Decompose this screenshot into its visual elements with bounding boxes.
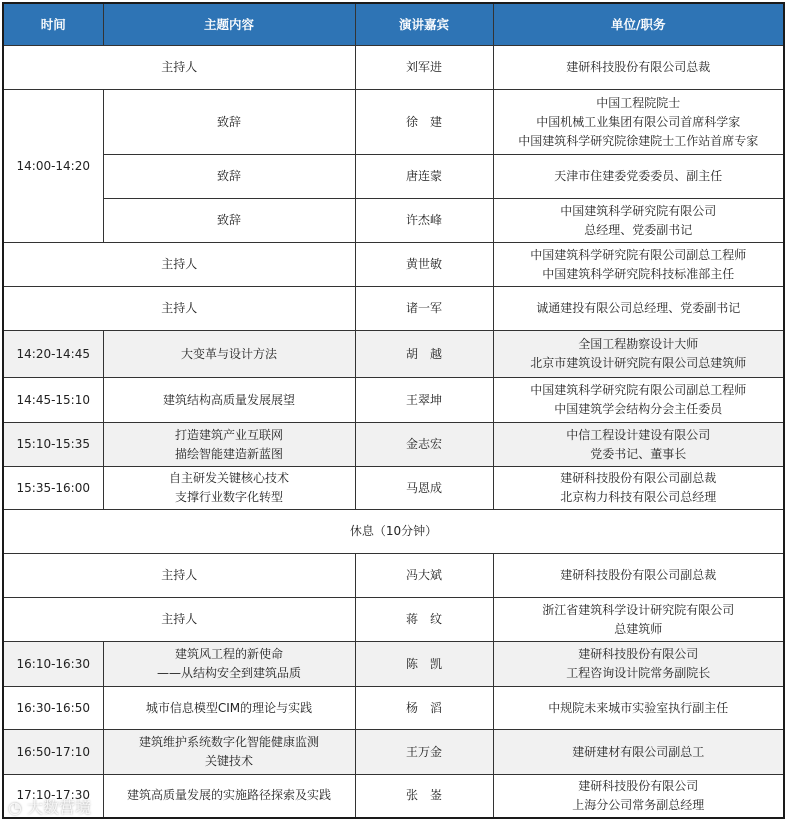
- org-cell: [493, 331, 784, 378]
- topic-cell: [103, 423, 355, 467]
- host-label: 主持人: [3, 287, 355, 331]
- org-cell: [493, 423, 784, 467]
- org-line: 中国建筑科学研究院科技标准部主任: [542, 266, 735, 281]
- speaker-name: 唐连蒙: [355, 155, 493, 199]
- table-row: [3, 155, 784, 199]
- table-row: [3, 90, 784, 155]
- speaker-name: 马恩成: [355, 467, 493, 510]
- speaker-name: 许杰峰: [355, 199, 493, 243]
- host-label: 主持人: [3, 554, 355, 598]
- header-topic: 主题内容: [103, 3, 355, 46]
- topic-line: 描绘智能建造新蓝图: [174, 446, 283, 461]
- org-line: 建研建材有限公司副总工: [572, 744, 705, 759]
- org-cell: [493, 598, 784, 642]
- org-cell: [493, 642, 784, 687]
- org-cell: [493, 554, 784, 598]
- org-line: 工程咨询设计院常务副院长: [566, 666, 711, 680]
- time-cell: 15:35-16:00: [3, 467, 103, 510]
- org-cell: [493, 687, 784, 730]
- org-line: 建研科技股份有限公司总裁: [566, 60, 711, 74]
- org-cell: [493, 199, 784, 243]
- topic-line: 城市信息模型CIM的理论与实践: [145, 700, 313, 715]
- header-org: 单位/职务: [493, 3, 784, 46]
- speaker-name: 胡 越: [355, 331, 493, 378]
- org-cell: [493, 243, 784, 287]
- topic-cell: [103, 90, 355, 155]
- time-cell: 14:45-15:10: [3, 378, 103, 423]
- org-cell: [493, 775, 784, 818]
- org-line: 北京市建筑设计研究院有限公司总建筑师: [530, 356, 747, 370]
- table-row: [3, 642, 784, 687]
- speaker-name: 王翠坤: [355, 378, 493, 423]
- org-cell: [493, 730, 784, 775]
- org-line: 中国建筑科学研究院有限公司副总工程师: [530, 247, 747, 262]
- topic-line: 建筑高质量发展的实施路径探索及实践: [126, 788, 331, 803]
- org-line: 中国建筑科学研究院有限公司副总工程师: [530, 383, 747, 397]
- topic-line: 自主研发关键核心技术: [168, 471, 289, 485]
- topic-line: 大变革与设计方法: [180, 346, 277, 361]
- header-time: 时间: [3, 3, 103, 46]
- org-line: 总建筑师: [614, 621, 663, 636]
- org-line: 建研科技股份有限公司: [578, 647, 699, 661]
- org-cell: [493, 46, 784, 90]
- table-row: [3, 730, 784, 775]
- topic-cell: [103, 467, 355, 510]
- table-row: [3, 775, 784, 818]
- time-cell: 14:20-14:45: [3, 331, 103, 378]
- org-line: 上海分公司常务副总经理: [572, 797, 705, 812]
- speaker-name: 冯大斌: [355, 554, 493, 598]
- org-line: 总经理、党委副书记: [584, 222, 693, 237]
- table-row: [3, 243, 784, 287]
- host-label: 主持人: [3, 46, 355, 90]
- table-row: [3, 687, 784, 730]
- org-line: 中国建筑学会结构分会主任委员: [554, 402, 723, 416]
- table-row: [3, 510, 784, 554]
- org-line: 中国建筑科学研究院徐建院士工作站首席专家: [518, 133, 759, 148]
- table-row: [3, 467, 784, 510]
- org-cell: [493, 378, 784, 423]
- topic-line: 致辞: [216, 213, 241, 227]
- topic-cell: [103, 687, 355, 730]
- topic-line: 建筑结构高质量发展展望: [162, 392, 295, 407]
- org-line: 中信工程设计建设有限公司: [566, 427, 711, 442]
- speaker-name: 张 崟: [355, 775, 493, 818]
- org-cell: [493, 287, 784, 331]
- topic-line: 支撑行业数字化转型: [174, 490, 283, 504]
- speaker-name: 陈 凯: [355, 642, 493, 687]
- speaker-name: 徐 建: [355, 90, 493, 155]
- org-line: 中国工程院院士: [596, 95, 681, 110]
- agenda-table: [2, 2, 785, 819]
- org-line: 建研科技股份有限公司: [578, 778, 699, 793]
- topic-cell: [103, 730, 355, 775]
- table-row: [3, 423, 784, 467]
- org-line: 诚通建投有限公司总经理、党委副书记: [536, 301, 741, 315]
- header-row: [3, 3, 784, 46]
- org-cell: [493, 90, 784, 155]
- table-row: [3, 598, 784, 642]
- time-cell: 16:50-17:10: [3, 730, 103, 775]
- speaker-name: 诸一军: [355, 287, 493, 331]
- table-row: [3, 199, 784, 243]
- topic-line: 关键技术: [204, 754, 253, 768]
- topic-cell: [103, 155, 355, 199]
- speaker-name: 刘军进: [355, 46, 493, 90]
- table-row: [3, 287, 784, 331]
- table-row: [3, 331, 784, 378]
- table-row: [3, 554, 784, 598]
- speaker-name: 蒋 纹: [355, 598, 493, 642]
- speaker-name: 杨 滔: [355, 687, 493, 730]
- org-line: 中国机械工业集团有限公司首席科学家: [536, 114, 741, 129]
- topic-line: 打造建筑产业互联网: [174, 427, 283, 442]
- table-row: [3, 378, 784, 423]
- time-cell: 16:10-16:30: [3, 642, 103, 687]
- org-cell: [493, 155, 784, 199]
- org-cell: [493, 467, 784, 510]
- org-line: 北京构力科技有限公司总经理: [560, 490, 717, 504]
- topic-line: 建筑维护系统数字化智能健康监测: [138, 735, 319, 749]
- topic-cell: [103, 378, 355, 423]
- org-line: 全国工程勘察设计大师: [578, 337, 699, 351]
- host-label: 主持人: [3, 598, 355, 642]
- time-cell: 14:00-14:20: [3, 90, 103, 243]
- header-speaker: 演讲嘉宾: [355, 3, 493, 46]
- watermark: ◔ 大数营境: [8, 798, 92, 817]
- topic-line: 致辞: [216, 169, 241, 183]
- host-label: 主持人: [3, 243, 355, 287]
- topic-cell: [103, 331, 355, 378]
- org-line: 天津市住建委党委委员、副主任: [554, 169, 723, 183]
- speaker-name: 王万金: [355, 730, 493, 775]
- time-cell: 16:30-16:50: [3, 687, 103, 730]
- time-cell: 17:10-17:30: [3, 775, 103, 818]
- table-row: [3, 46, 784, 90]
- topic-cell: [103, 199, 355, 243]
- org-line: 中国建筑科学研究院有限公司: [560, 203, 717, 218]
- topic-line: 建筑风工程的新使命: [174, 647, 283, 661]
- topic-cell: [103, 642, 355, 687]
- topic-line: ——从结构安全到建筑品质: [156, 666, 301, 680]
- org-line: 党委书记、董事长: [590, 446, 687, 461]
- org-line: 中规院未来城市实验室执行副主任: [548, 700, 729, 715]
- topic-cell: [103, 775, 355, 818]
- org-line: 建研科技股份有限公司副总裁: [560, 568, 717, 582]
- watermark-logo-icon: ◔: [8, 798, 28, 817]
- org-line: 浙江省建筑科学设计研究院有限公司: [542, 602, 735, 617]
- org-line: 建研科技股份有限公司副总裁: [560, 471, 717, 485]
- speaker-name: 黄世敏: [355, 243, 493, 287]
- speaker-name: 金志宏: [355, 423, 493, 467]
- break-cell: 休息（10分钟）: [3, 510, 784, 554]
- topic-line: 致辞: [216, 114, 241, 129]
- time-cell: 15:10-15:35: [3, 423, 103, 467]
